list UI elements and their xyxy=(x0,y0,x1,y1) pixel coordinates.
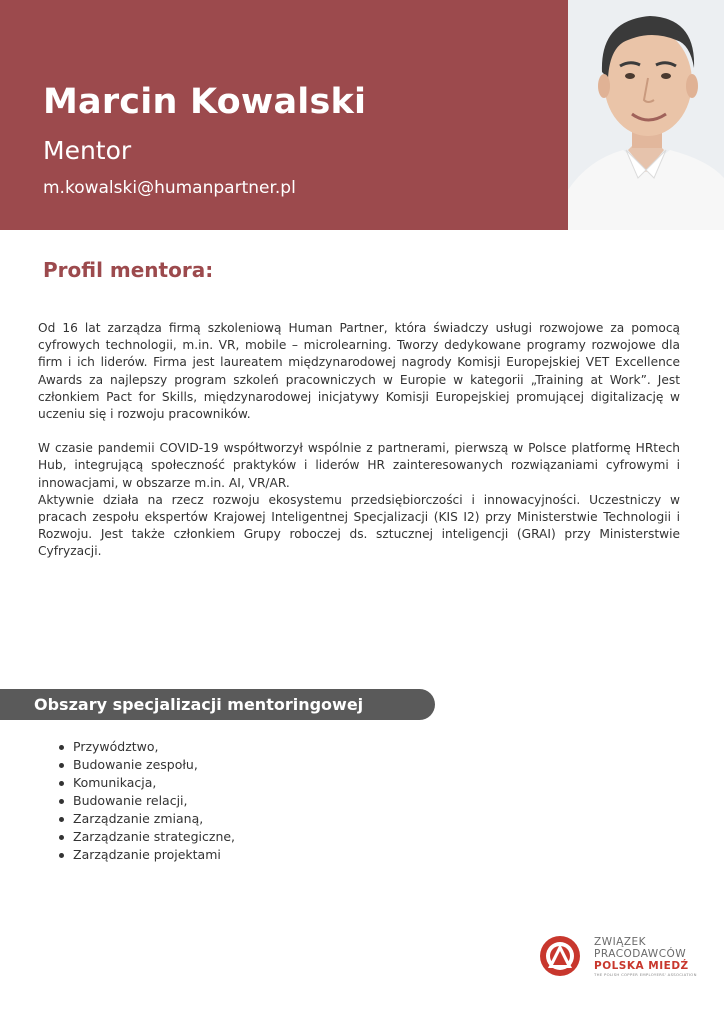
mentor-photo xyxy=(568,0,724,230)
logo-line-2: PRACODAWCÓW xyxy=(594,948,687,960)
bio-paragraph: W czasie pandemii COVID-19 współtworzył wspólnie z partnerami, pierwszą w Polsce platformę HRtech Hub, integrującą społeczność praktyków i liderów HR zainteresowanych rozwiązaniami cyfrowymi i innowacjami, w obszarze m.in. AI, VR/AR. xyxy=(38,441,680,490)
bullet-icon xyxy=(59,745,64,750)
list-item-label: Budowanie zespołu, xyxy=(73,757,198,772)
list-item-label: Przywództwo, xyxy=(73,739,159,754)
logo-wordmark xyxy=(594,936,697,978)
profile-section-title: Profil mentora: xyxy=(43,258,214,282)
list-item xyxy=(55,810,235,828)
profile-bio xyxy=(38,320,680,561)
list-item xyxy=(55,774,235,792)
bullet-icon xyxy=(59,781,64,786)
association-logo xyxy=(538,934,698,990)
list-item-label: Zarządzanie projektami xyxy=(73,847,221,862)
list-item-label: Zarządzanie zmianą, xyxy=(73,811,204,826)
list-item xyxy=(55,738,235,756)
bio-paragraph: Aktywnie działa na rzecz rozwoju ekosystemu przedsiębiorczości i innowacyjności. Uczestniczy w pracach zespołu ekspertów Krajowej Inteligentnej Specjalizacji (KIS I2) przy Ministerstwie Technologii i Rozwoju. Jest także członkiem Grupy roboczej ds. sztucznej inteligencji (GRAI) przy Ministerstwie Cyfryzacji. xyxy=(38,492,680,559)
bullet-icon xyxy=(59,835,64,840)
mentor-email[interactable]: m.kowalski@humanpartner.pl xyxy=(43,178,296,198)
logo-line-1: ZWIĄZEK xyxy=(594,936,647,948)
list-item-label: Komunikacja, xyxy=(73,775,157,790)
bullet-icon xyxy=(59,817,64,822)
list-item-label: Budowanie relacji, xyxy=(73,793,188,808)
logo-line-3: POLSKA MIEDŹ xyxy=(594,960,689,972)
bullet-icon xyxy=(59,853,64,858)
list-item xyxy=(55,828,235,846)
list-item xyxy=(55,792,235,810)
specialization-banner xyxy=(0,689,435,720)
portrait-image xyxy=(568,0,724,230)
specialization-list xyxy=(55,738,235,864)
mentor-role: Mentor xyxy=(43,136,132,165)
header-banner xyxy=(0,0,568,230)
list-item xyxy=(55,756,235,774)
list-item xyxy=(55,846,235,864)
mentor-name: Marcin Kowalski xyxy=(43,82,367,122)
list-item-label: Zarządzanie strategiczne, xyxy=(73,829,236,844)
specialization-title: Obszary specjalizacji mentoringowej xyxy=(34,695,364,714)
copper-logo-icon xyxy=(538,934,582,978)
logo-line-4: THE POLISH COPPER EMPLOYERS' ASSOCIATION xyxy=(594,972,697,977)
bullet-icon xyxy=(59,763,64,768)
bio-paragraph: Od 16 lat zarządza firmą szkoleniową Human Partner, która świadczy usługi rozwojowe za pomocą cyfrowych technologii, m.in. VR, mobile – microlearning. Tworzy dedykowane programy rozwojowe dla firm i ich liderów. Firma jest laureatem międzynarodowej nagrody Komisji Europejskiej VET Excellence Awards za najlepszy program szkoleń pracowniczych w Europie w kategorii „Training at Work”. Jest członkiem Pact for Skills, międzynarodowej inicjatywy Komisji Europejskiej promującej digitalizację w uczeniu się i rozwoju pracowników. xyxy=(38,321,680,422)
bullet-icon xyxy=(59,799,64,804)
